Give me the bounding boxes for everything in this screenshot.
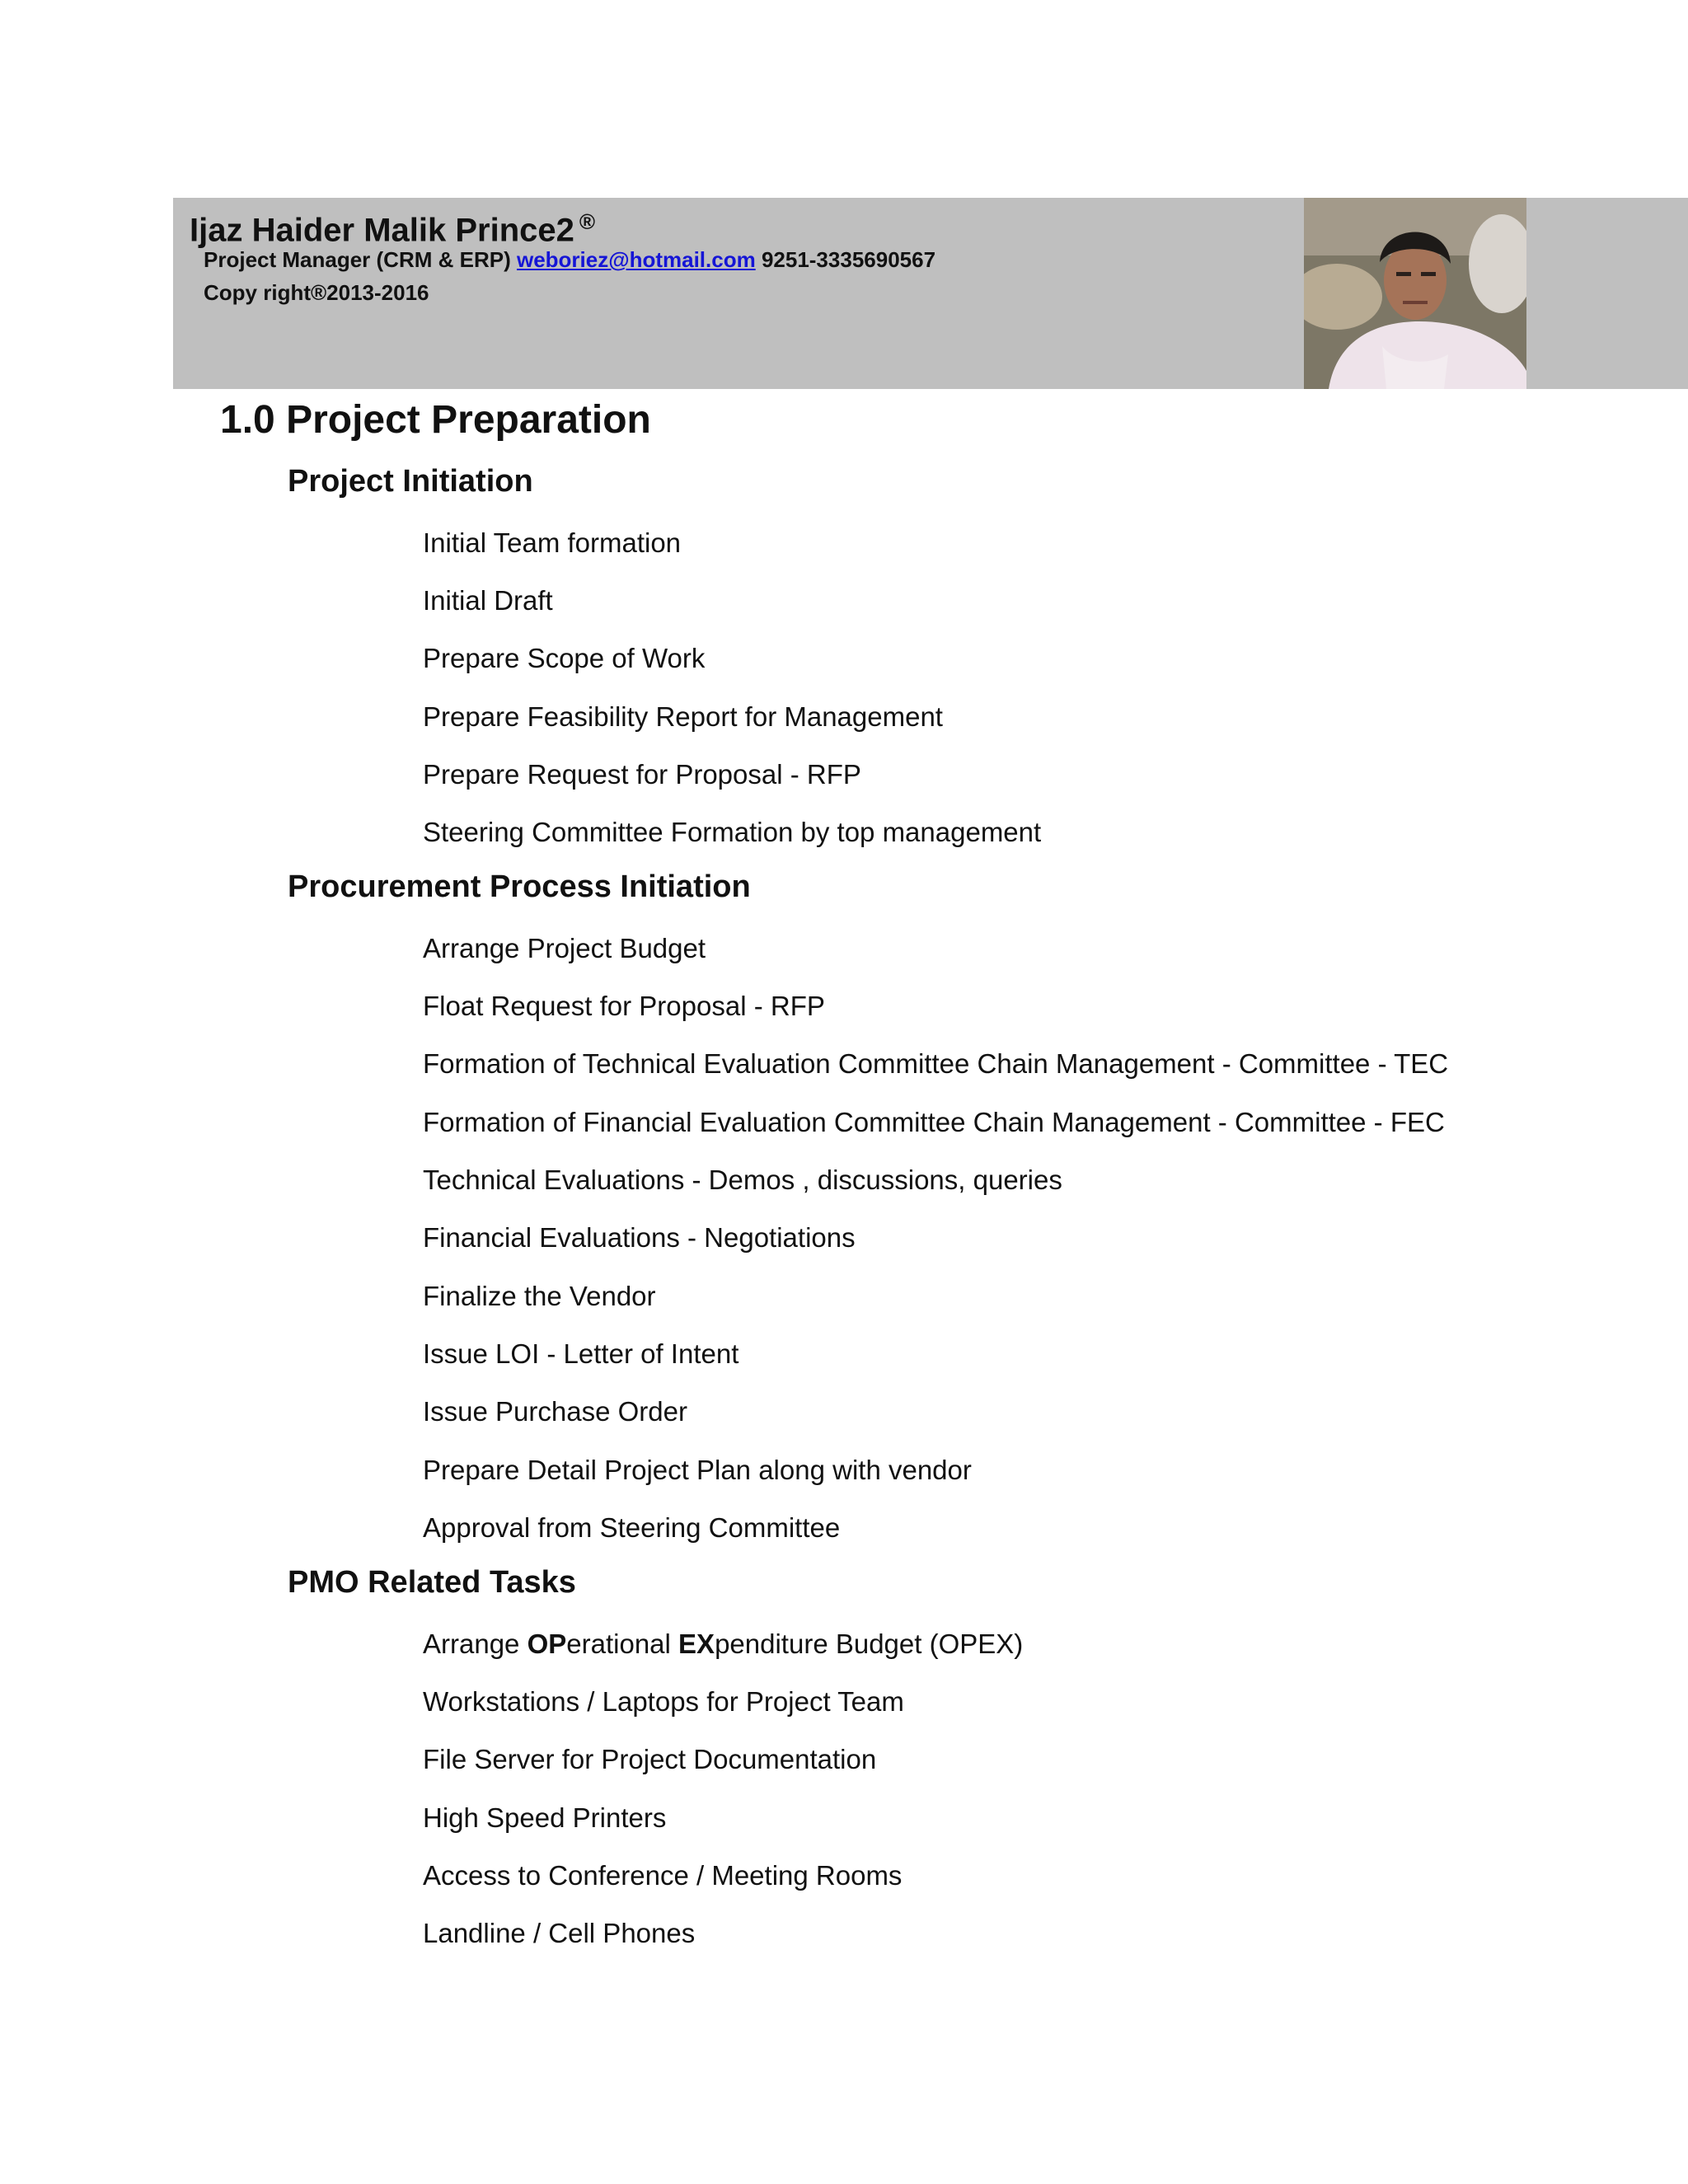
document-title: 1.0 Project Preparation [220, 398, 651, 442]
list-item: Technical Evaluations - Demos , discussions, queries [423, 1165, 1062, 1195]
opex-bold-ex: EX [678, 1629, 715, 1659]
list-item: Access to Conference / Meeting Rooms [423, 1860, 903, 1891]
opex-text-3: penditure Budget (OPEX) [715, 1629, 1024, 1659]
author-role: Project Manager (CRM & ERP) [204, 247, 511, 272]
list-item: Prepare Detail Project Plan along with vendor [423, 1455, 972, 1485]
section-heading-project-initiation: Project Initiation [288, 464, 533, 499]
author-name [190, 201, 595, 251]
list-item: Prepare Feasibility Report for Management [423, 701, 943, 732]
opex-bold-op: OP [527, 1629, 567, 1659]
copyright-notice: Copy right®2013-2016 [204, 280, 429, 305]
list-item: Approval from Steering Committee [423, 1512, 841, 1543]
list-item: Float Request for Proposal - RFP [423, 991, 825, 1021]
list-item: Formation of Financial Evaluation Committee Chain Management - Committee - FEC [423, 1107, 1445, 1137]
list-item: Issue Purchase Order [423, 1396, 687, 1427]
author-photo [1304, 198, 1526, 389]
list-item: Issue LOI - Letter of Intent [423, 1338, 739, 1369]
list-item: Prepare Scope of Work [423, 643, 706, 673]
opex-text-2: erational [566, 1629, 679, 1659]
author-name-text: Ijaz Haider Malik Prince2 [190, 212, 574, 249]
list-item: Prepare Request for Proposal - RFP [423, 759, 861, 790]
phone-number: 9251-3335690567 [761, 247, 936, 272]
list-item: Formation of Technical Evaluation Committee Chain Management - Committee - TEC [423, 1048, 1449, 1079]
registered-mark: ® [579, 209, 596, 234]
section-heading-pmo-tasks: PMO Related Tasks [288, 1565, 576, 1600]
opex-text-1: Arrange [423, 1629, 528, 1659]
list-item-opex [423, 1627, 1023, 1661]
list-item: Landline / Cell Phones [423, 1918, 696, 1948]
list-item: Financial Evaluations - Negotiations [423, 1222, 856, 1253]
list-item: Finalize the Vendor [423, 1281, 656, 1311]
section-heading-procurement: Procurement Process Initiation [288, 869, 751, 904]
list-item: High Speed Printers [423, 1802, 667, 1833]
list-item: Steering Committee Formation by top management [423, 817, 1042, 847]
list-item: Workstations / Laptops for Project Team [423, 1686, 904, 1717]
list-item: File Server for Project Documentation [423, 1744, 877, 1774]
email-link[interactable]: weboriez@hotmail.com [516, 247, 756, 272]
list-item: Arrange Project Budget [423, 933, 706, 963]
list-item: Initial Team formation [423, 527, 682, 558]
list-item: Initial Draft [423, 585, 553, 616]
author-photo-image [1304, 198, 1526, 389]
contact-line [204, 246, 935, 274]
